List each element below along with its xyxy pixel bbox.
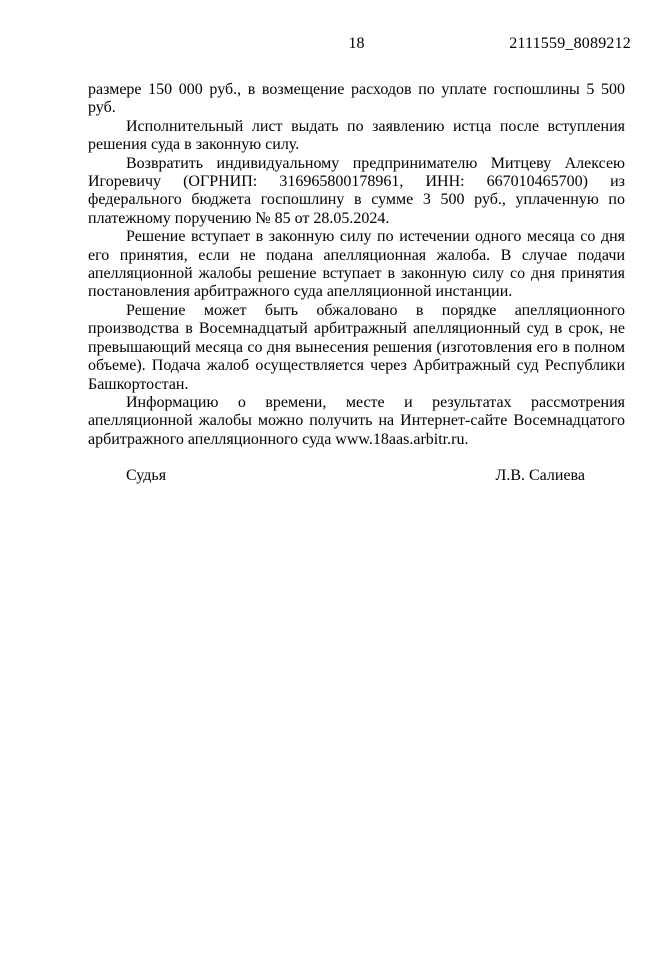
signature-role-label: Судья xyxy=(126,467,167,485)
page-header xyxy=(88,34,631,53)
body-paragraph-refund: Возвратить индивидуальному предпринимателю Митцеву Алексею Игоревичу (ОГРНИП: 316965800178961, ИНН: 667010465700) из федерального бюджета госпошлину в сумме 3 500 руб., уплаченную по платежному поручению № 85 от 28.05.2024. xyxy=(88,154,625,227)
body-paragraph-appeal-procedure: Решение может быть обжаловано в порядке апелляционного производства в Восемнадцатый арбитражный апелляционный суд в срок, не превышающий месяца со дня вынесения решения (изготовления его в полном объеме). Подача жалоб осуществляется через Арбитражный суд Республики Башкортостан. xyxy=(88,301,625,393)
body-paragraph-writ: Исполнительный лист выдать по заявлению истца после вступления решения суда в законную силу. xyxy=(88,117,625,154)
document-id: 2111559_8089212 xyxy=(509,35,631,52)
signature-judge-name: Л.В. Салиева xyxy=(495,467,585,485)
body-paragraph-appeal-info: Информацию о времени, месте и результатах рассмотрения апелляционной жалобы можно получить на Интернет-сайте Восемнадцатого арбитражного апелляционного суда www.18aas.arbitr.ru. xyxy=(88,393,625,448)
body-paragraph-continuation: размере 150 000 руб., в возмещение расходов по уплате госпошлины 5 500 руб. xyxy=(88,81,625,117)
document-body xyxy=(88,81,625,449)
signature-row xyxy=(126,467,585,485)
page-number: 18 xyxy=(348,35,365,52)
body-paragraph-entry-into-force: Решение вступает в законную силу по истечении одного месяца со дня его принятия, если не подана апелляционная жалоба. В случае подачи апелляционной жалобы решение вступает в законную силу со дня принятия постановления арбитражного суда апелляционной инстанции. xyxy=(88,228,625,301)
